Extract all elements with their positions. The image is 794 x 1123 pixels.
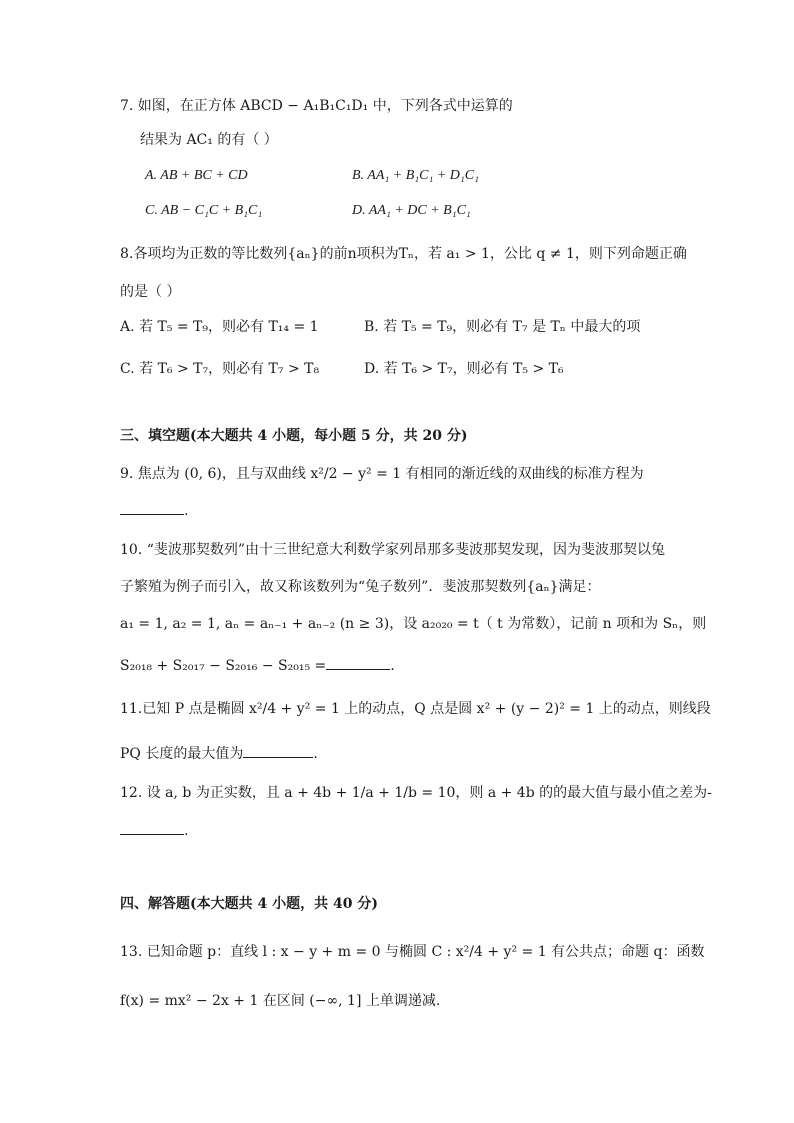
q10-answer-blank[interactable] [326,655,390,670]
q7-option-d: D. AA₁ + DC + B₁C₁ [352,203,471,218]
q11-period: . [313,746,318,762]
q12-period: . [184,823,189,839]
q7-stem-line2: 结果为 AC₁ 的有（ ） [140,132,278,148]
q7-stem-line1: 7. 如图，在正方体 ABCD − A₁B₁C₁D₁ 中，下列各式中运算的 [120,98,513,114]
section-heading-fill-in: 三、填空题(本大题共 4 小题，每小题 5 分，共 20 分) [120,428,468,444]
q8-option-d: D. 若 T₆ > T₇，则必有 T₅ > T₆ [364,361,564,377]
q9-answer-blank[interactable] [120,500,184,515]
q8-stem-line1: 8.各项均为正数的等比数列{aₙ}的前n项积为Tₙ，若 a₁ > 1，公比 q ≠ 1，则下列命题正确 [120,246,687,262]
q12-answer-line [120,820,188,841]
q9-answer-line [120,500,188,521]
q10-line3: a₁ = 1, a₂ = 1, aₙ = aₙ₋₁ + aₙ₋₂ (n ≥ 3)，设 a₂₀₂₀ = t（ t 为常数），记前 n 项和为 Sₙ，则 [120,616,707,632]
q11-line2 [120,743,318,764]
q7-option-b: B. AA₁ + B₁C₁ + D₁C₁ [352,168,479,183]
q10-period: . [390,658,395,674]
q8-option-b: B. 若 T₅ = T₉，则必有 T₇ 是 Tₙ 中最大的项 [364,319,641,335]
q12-line1: 12. 设 a, b 为正实数，且 a + 4b + 1/a + 1/b = 10，则 a + 4b 的的最大值与最小值之差为- [120,785,712,801]
q8-option-c: C. 若 T₆ > T₇，则必有 T₇ > T₈ [120,361,320,377]
q7-option-c: C. AB − C₁C + B₁C₁ [145,203,263,218]
q13-line1: 13. 已知命题 p：直线 l : x − y + m = 0 与椭圆 C : x²/4 + y² = 1 有公共点；命题 q：函数 [120,944,705,960]
q12-answer-blank[interactable] [120,820,184,835]
q10-expression: S₂₀₁₈ + S₂₀₁₇ − S₂₀₁₆ − S₂₀₁₅ = [120,658,327,674]
q9-line1: 9. 焦点为 (0, 6)，且与双曲线 x²/2 − y² = 1 有相同的渐近线的双曲线的标准方程为 [120,466,644,482]
q13-line2: f(x) = mx² − 2x + 1 在区间 (−∞, 1] 上单调递减. [120,993,441,1009]
q10-line2: 子繁殖为例子而引入，故又称该数列为“兔子数列”．斐波那契数列{aₙ}满足： [120,579,601,595]
q7-option-a: A. AB + BC + CD [145,168,248,183]
q11-answer-blank[interactable] [243,743,313,758]
q11-text: PQ 长度的最大值为 [120,746,244,762]
section-heading-solutions: 四、解答题(本大题共 4 小题，共 40 分) [120,896,378,912]
q8-stem-line2: 的是（ ） [120,284,181,300]
q11-line1: 11.已知 P 点是椭圆 x²/4 + y² = 1 上的动点，Q 点是圆 x² + (y − 2)² = 1 上的动点，则线段 [120,701,711,717]
q8-option-a: A. 若 T₅ = T₉，则必有 T₁₄ = 1 [120,319,319,335]
q9-period: . [184,503,189,519]
q10-line1: 10. “斐波那契数列”由十三世纪意大利数学家列昂那多斐波那契发现，因为斐波那契以兔 [120,542,666,558]
q10-line4 [120,655,395,676]
